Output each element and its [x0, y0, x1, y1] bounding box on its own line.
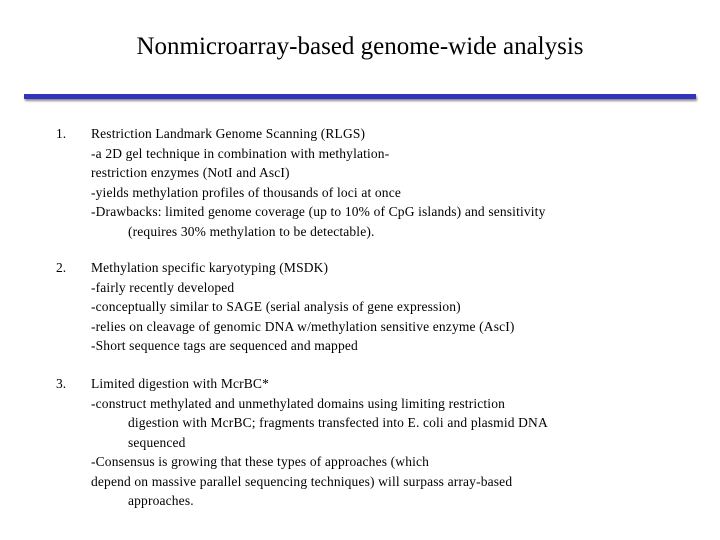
item-number: 3.: [56, 376, 67, 391]
item-line: -yields methylation profiles of thousands of loci at once: [91, 184, 401, 200]
title-divider: [24, 94, 696, 99]
item-line: restriction enzymes (NotI and AscI): [91, 165, 290, 180]
item-line: -Drawbacks: limited genome coverage (up to 10% of CpG islands) and sensitivity: [91, 204, 546, 219]
item-text: [91, 124, 691, 241]
item-line: -a 2D gel technique in combination with methylation-: [91, 145, 390, 161]
slide-title: Nonmicroarray-based genome-wide analysis: [136, 33, 584, 60]
item-line: sequenced: [128, 434, 186, 450]
item-line: -Short sequence tags are sequenced and mapped: [91, 338, 358, 353]
item-line: Methylation specific karyotyping (MSDK): [91, 260, 329, 275]
item-line: -relies on cleavage of genomic DNA w/methylation sensitive enzyme (AscI): [91, 318, 515, 334]
item-line: approaches.: [128, 493, 194, 508]
item-line: -construct methylated and unmethylated domains using limiting restriction: [91, 395, 505, 411]
item-line: -Consensus is growing that these types of approaches (which: [91, 454, 430, 469]
item-line: -conceptually similar to SAGE (serial analysis of gene expression): [91, 299, 461, 314]
item-text: [91, 258, 691, 356]
item-number: 1.: [56, 126, 67, 141]
item-text: [91, 374, 691, 511]
item-line: depend on massive parallel sequencing techniques) will surpass array-based: [91, 473, 513, 489]
item-line: digestion with McrBC; fragments transfected into E. coli and plasmid DNA: [128, 415, 548, 430]
item-line: -fairly recently developed: [91, 279, 235, 295]
item-line: (requires 30% methylation to be detectable).: [128, 223, 375, 239]
item-number: 2.: [56, 260, 67, 275]
item-line: Limited digestion with McrBC*: [91, 376, 269, 391]
item-line: Restriction Landmark Genome Scanning (RLGS): [91, 126, 366, 141]
